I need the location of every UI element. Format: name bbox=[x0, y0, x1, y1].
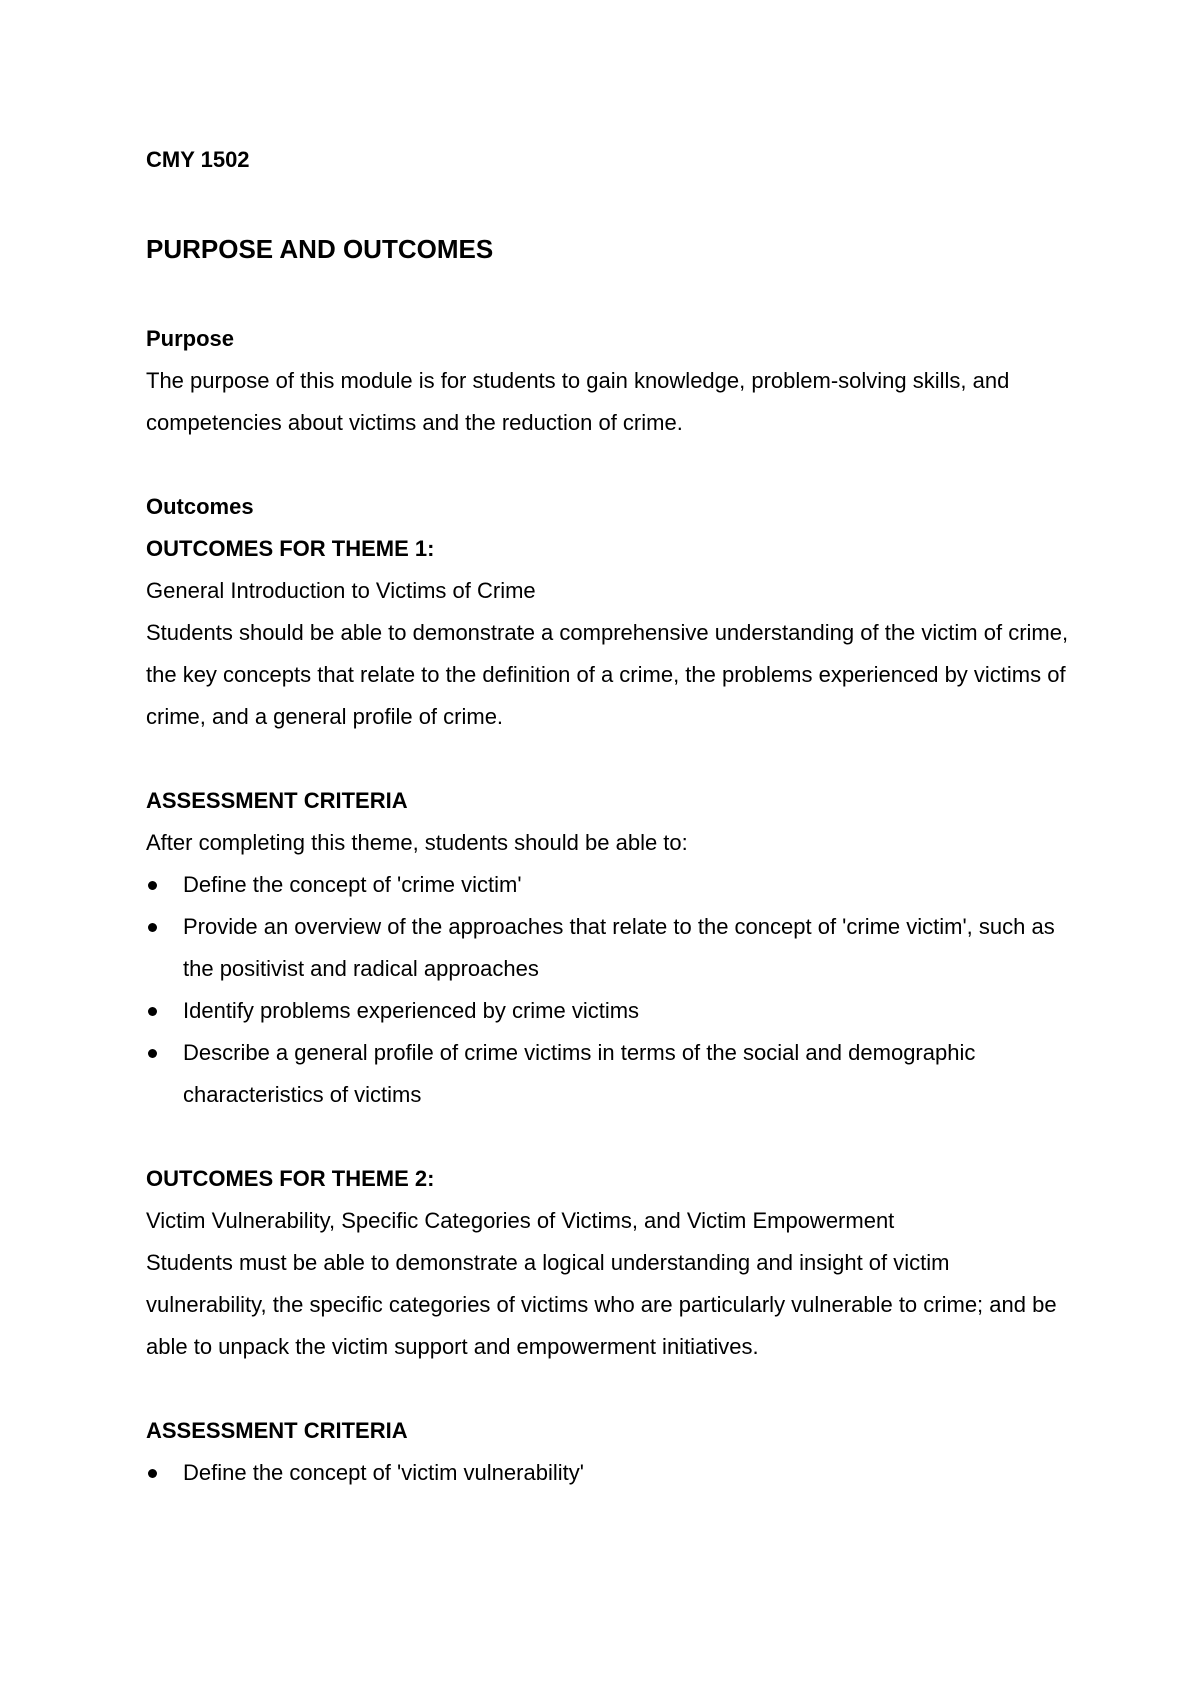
spacer bbox=[146, 444, 1076, 486]
theme2-description: Students must be able to demonstrate a logical understanding and insight of victim vulnerability, the specific categories of victims who are particularly vulnerable to crime; and be able to unpack the victim support and empowerment initiatives. bbox=[146, 1250, 1057, 1359]
list-item bbox=[146, 1452, 1076, 1494]
bullet-icon bbox=[148, 923, 157, 932]
theme2-subtitle: Victim Vulnerability, Specific Categories of Victims, and Victim Empowerment bbox=[146, 1208, 895, 1233]
purpose-heading: Purpose bbox=[146, 326, 235, 351]
list-item-text: Identify problems experienced by crime victims bbox=[183, 998, 640, 1023]
purpose-text: The purpose of this module is for students to gain knowledge, problem-solving skills, and competencies about victims and the reduction of crime. bbox=[146, 368, 1010, 435]
theme1-description: Students should be able to demonstrate a comprehensive understanding of the victim of crime, the key concepts that relate to the definition of a crime, the problems experienced by victims of crime, and a general profile of crime. bbox=[146, 620, 1069, 729]
spacer bbox=[146, 1116, 1076, 1158]
outcomes-heading: Outcomes bbox=[146, 494, 254, 519]
list-item bbox=[146, 1032, 1076, 1116]
list-item bbox=[146, 990, 1076, 1032]
page-title: PURPOSE AND OUTCOMES bbox=[146, 234, 494, 264]
theme1-heading: OUTCOMES FOR THEME 1: bbox=[146, 536, 435, 561]
bullet-icon bbox=[148, 1049, 157, 1058]
theme1-criteria-intro: After completing this theme, students should be able to: bbox=[146, 830, 688, 855]
theme1-subtitle: General Introduction to Victims of Crime bbox=[146, 578, 536, 603]
bullet-icon bbox=[148, 881, 157, 890]
course-code: CMY 1502 bbox=[146, 147, 250, 172]
spacer bbox=[146, 1368, 1076, 1410]
list-item bbox=[146, 906, 1076, 990]
list-item-text: Define the concept of 'crime victim' bbox=[183, 872, 522, 897]
theme2-criteria-heading: ASSESSMENT CRITERIA bbox=[146, 1418, 408, 1443]
document-body bbox=[146, 318, 1076, 1494]
theme1-criteria-heading: ASSESSMENT CRITERIA bbox=[146, 788, 408, 813]
list-item bbox=[146, 864, 1076, 906]
theme2-heading: OUTCOMES FOR THEME 2: bbox=[146, 1166, 435, 1191]
spacer bbox=[146, 738, 1076, 780]
list-item-text: Provide an overview of the approaches that relate to the concept of 'crime victim', such as the positivist and radical approaches bbox=[183, 914, 1055, 981]
list-item-text: Define the concept of 'victim vulnerability' bbox=[183, 1460, 584, 1485]
theme1-criteria-list bbox=[146, 864, 1076, 1116]
bullet-icon bbox=[148, 1007, 157, 1016]
list-item-text: Describe a general profile of crime victims in terms of the social and demographic characteristics of victims bbox=[183, 1040, 976, 1107]
bullet-icon bbox=[148, 1469, 157, 1478]
theme2-criteria-list bbox=[146, 1452, 1076, 1494]
